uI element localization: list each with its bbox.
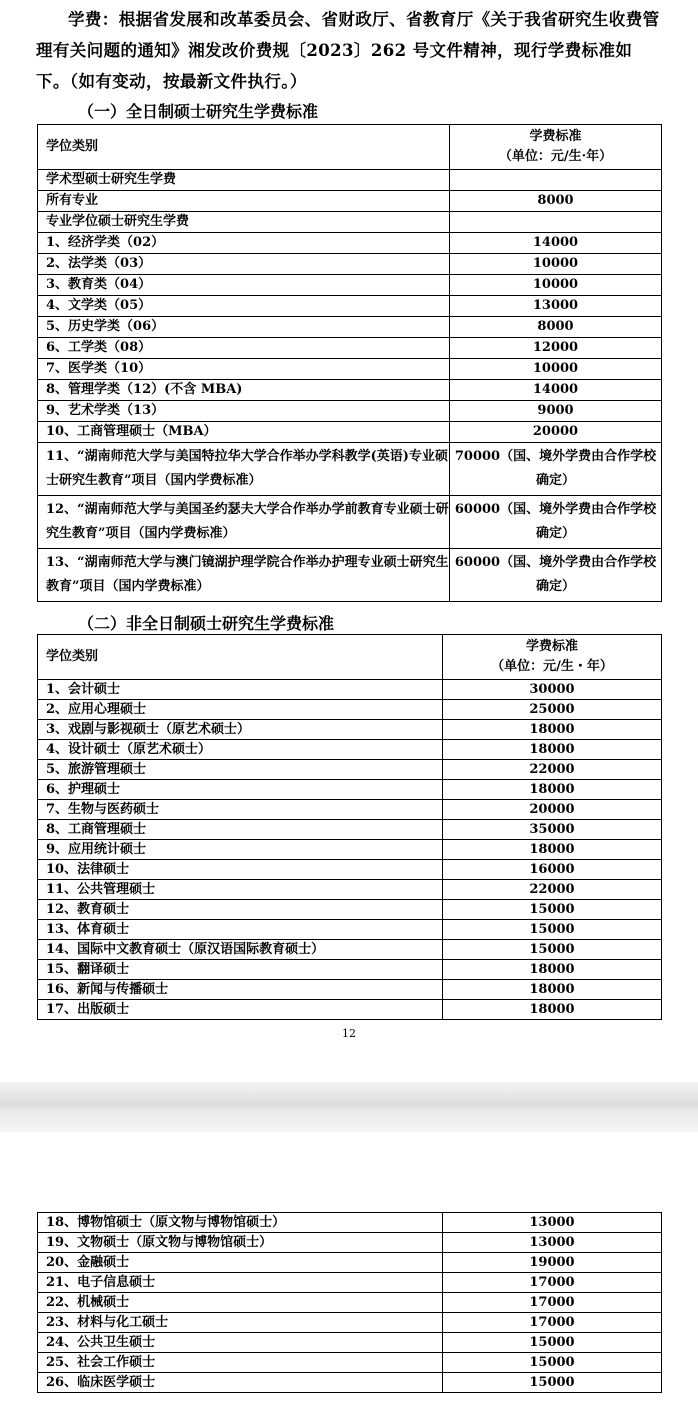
fee-cell: 15000 <box>443 900 662 920</box>
table-row <box>38 800 662 820</box>
degree-category-cell: 6、护理硕士 <box>38 780 443 800</box>
degree-category-cell: 20、金融硕士 <box>38 1253 443 1273</box>
fee-cell: 20000 <box>450 422 662 443</box>
table-row <box>38 296 662 317</box>
fee-cell: 13000 <box>443 1233 662 1253</box>
section2-title: （二）非全日制硕士研究生学费标准 <box>78 614 335 633</box>
fee-cell <box>450 212 662 233</box>
fee-cell: 60000（国、境外学费由合作学校确定） <box>450 496 662 549</box>
fee-cell: 18000 <box>443 840 662 860</box>
degree-category-cell: 7、生物与医药硕士 <box>38 800 443 820</box>
header-fee: 学费标准 （单位：元/生·年） <box>450 125 662 170</box>
table-row <box>38 920 662 940</box>
degree-category-cell: 11、“湖南师范大学与美国特拉华大学合作举办学科教学(英语)专业硕士研究生教育”项目（国内学费标准） <box>38 443 450 496</box>
table-row <box>38 549 662 602</box>
table-row <box>38 700 662 720</box>
degree-category-cell: 10、工商管理硕士（MBA） <box>38 422 450 443</box>
table-row <box>38 191 662 212</box>
degree-category-cell: 12、“湖南师范大学与美国圣约瑟夫大学合作举办学前教育专业硕士研究生教育”项目（国内学费标准） <box>38 496 450 549</box>
degree-category-cell: 专业学位硕士研究生学费 <box>38 212 450 233</box>
table-row <box>38 1213 662 1233</box>
degree-category-cell: 15、翻译硕士 <box>38 960 443 980</box>
fee-cell: 14000 <box>450 233 662 254</box>
fee-cell: 10000 <box>450 275 662 296</box>
fee-cell: 18000 <box>443 1000 662 1020</box>
degree-category-cell: 17、出版硕士 <box>38 1000 443 1020</box>
fee-cell: 25000 <box>443 700 662 720</box>
fee-cell: 15000 <box>443 920 662 940</box>
table-row <box>38 317 662 338</box>
degree-category-cell: 1、经济学类（02） <box>38 233 450 254</box>
table-row <box>38 401 662 422</box>
header-category: 学位类别 <box>38 125 450 170</box>
degree-category-cell: 24、公共卫生硕士 <box>38 1333 443 1353</box>
degree-category-cell: 8、管理学类（12）(不含 MBA) <box>38 380 450 401</box>
fee-cell: 17000 <box>443 1313 662 1333</box>
fee-cell: 18000 <box>443 740 662 760</box>
fulltime-fee-table <box>37 124 662 602</box>
degree-category-cell: 2、法学类（03） <box>38 254 450 275</box>
fee-cell: 15000 <box>443 1333 662 1353</box>
degree-category-cell: 19、文物硕士（原文物与博物馆硕士） <box>38 1233 443 1253</box>
fee-cell: 18000 <box>443 720 662 740</box>
table-row <box>38 820 662 840</box>
table-row <box>38 680 662 700</box>
fee-cell: 16000 <box>443 860 662 880</box>
fee-cell: 15000 <box>443 940 662 960</box>
header-category: 学位类别 <box>38 635 443 680</box>
section1-title: （一）全日制硕士研究生学费标准 <box>78 102 319 121</box>
table-row <box>38 1293 662 1313</box>
degree-category-cell: 13、体育硕士 <box>38 920 443 940</box>
table-row <box>38 960 662 980</box>
table-row <box>38 840 662 860</box>
fee-cell: 10000 <box>450 254 662 275</box>
degree-category-cell: 9、艺术学类（13） <box>38 401 450 422</box>
degree-category-cell: 5、旅游管理硕士 <box>38 760 443 780</box>
table-row <box>38 940 662 960</box>
parttime-fee-table-continued <box>37 1212 662 1393</box>
table-row <box>38 1233 662 1253</box>
fee-cell: 70000（国、境外学费由合作学校确定） <box>450 443 662 496</box>
fee-cell: 14000 <box>450 380 662 401</box>
fee-cell: 9000 <box>450 401 662 422</box>
degree-category-cell: 22、机械硕士 <box>38 1293 443 1313</box>
degree-category-cell: 21、电子信息硕士 <box>38 1273 443 1293</box>
degree-category-cell: 所有专业 <box>38 191 450 212</box>
degree-category-cell: 2、应用心理硕士 <box>38 700 443 720</box>
fee-cell: 35000 <box>443 820 662 840</box>
degree-category-cell: 1、会计硕士 <box>38 680 443 700</box>
page-separator <box>0 1082 698 1132</box>
fee-cell <box>450 170 662 191</box>
table-row <box>38 1253 662 1273</box>
fee-cell: 60000（国、境外学费由合作学校确定） <box>450 549 662 602</box>
table-row <box>38 275 662 296</box>
table-row <box>38 338 662 359</box>
degree-category-cell: 4、设计硕士（原艺术硕士） <box>38 740 443 760</box>
degree-category-cell: 6、工学类（08） <box>38 338 450 359</box>
degree-category-cell: 4、文学类（05） <box>38 296 450 317</box>
table-row <box>38 1000 662 1020</box>
degree-category-cell: 11、公共管理硕士 <box>38 880 443 900</box>
fee-cell: 19000 <box>443 1253 662 1273</box>
degree-category-cell: 3、戏剧与影视硕士（原艺术硕士） <box>38 720 443 740</box>
table-row <box>38 900 662 920</box>
fee-cell: 17000 <box>443 1293 662 1313</box>
table-row <box>38 212 662 233</box>
fee-cell: 18000 <box>443 780 662 800</box>
degree-category-cell: 18、博物馆硕士（原文物与博物馆硕士） <box>38 1213 443 1233</box>
table-row <box>38 254 662 275</box>
parttime-fee-table <box>37 634 662 1020</box>
degree-category-cell: 5、历史学类（06） <box>38 317 450 338</box>
degree-category-cell: 7、医学类（10） <box>38 359 450 380</box>
fee-cell: 13000 <box>443 1213 662 1233</box>
fee-cell: 10000 <box>450 359 662 380</box>
fee-cell: 13000 <box>450 296 662 317</box>
degree-category-cell: 23、材料与化工硕士 <box>38 1313 443 1333</box>
table-row <box>38 740 662 760</box>
degree-category-cell: 学术型硕士研究生学费 <box>38 170 450 191</box>
table-row <box>38 780 662 800</box>
table-row <box>38 860 662 880</box>
table-row <box>38 170 662 191</box>
fee-cell: 15000 <box>443 1353 662 1373</box>
fee-cell: 8000 <box>450 317 662 338</box>
fee-cell: 20000 <box>443 800 662 820</box>
table-row <box>38 1333 662 1353</box>
degree-category-cell: 16、新闻与传播硕士 <box>38 980 443 1000</box>
table-row <box>38 422 662 443</box>
table-row <box>38 1373 662 1393</box>
degree-category-cell: 25、社会工作硕士 <box>38 1353 443 1373</box>
table-row <box>38 496 662 549</box>
table-row <box>38 980 662 1000</box>
page-number: 12 <box>342 1027 356 1040</box>
table-header-row <box>38 125 662 170</box>
fee-cell: 17000 <box>443 1273 662 1293</box>
degree-category-cell: 26、临床医学硕士 <box>38 1373 443 1393</box>
table-row <box>38 1313 662 1333</box>
fee-cell: 8000 <box>450 191 662 212</box>
fee-cell: 22000 <box>443 880 662 900</box>
fee-cell: 15000 <box>443 1373 662 1393</box>
degree-category-cell: 12、教育硕士 <box>38 900 443 920</box>
table-header-row <box>38 635 662 680</box>
table-row <box>38 720 662 740</box>
table-row <box>38 1273 662 1293</box>
fee-cell: 22000 <box>443 760 662 780</box>
table-row <box>38 1353 662 1373</box>
degree-category-cell: 9、应用统计硕士 <box>38 840 443 860</box>
table-row <box>38 760 662 780</box>
intro-paragraph: 学费：根据省发展和改革委员会、省财政厅、省教育厅《关于我省研究生收费管理有关问题的通知》湘发改价费规〔2023〕262 号文件精神，现行学费标准如下。（如有变动，按最新文件执行。） <box>36 10 660 91</box>
fee-cell: 12000 <box>450 338 662 359</box>
table-row <box>38 380 662 401</box>
page-13 <box>0 1132 698 1424</box>
table-row <box>38 359 662 380</box>
table-row <box>38 880 662 900</box>
fee-cell: 18000 <box>443 960 662 980</box>
fee-cell: 18000 <box>443 980 662 1000</box>
degree-category-cell: 14、国际中文教育硕士（原汉语国际教育硕士） <box>38 940 443 960</box>
table-row <box>38 233 662 254</box>
degree-category-cell: 3、教育类（04） <box>38 275 450 296</box>
degree-category-cell: 13、“湖南师范大学与澳门镜湖护理学院合作举办护理专业硕士研究生教育”项目（国内学费标准） <box>38 549 450 602</box>
fee-cell: 30000 <box>443 680 662 700</box>
degree-category-cell: 10、法律硕士 <box>38 860 443 880</box>
table-row <box>38 443 662 496</box>
header-fee: 学费标准 （单位：元/生・年） <box>443 635 662 680</box>
degree-category-cell: 8、工商管理硕士 <box>38 820 443 840</box>
